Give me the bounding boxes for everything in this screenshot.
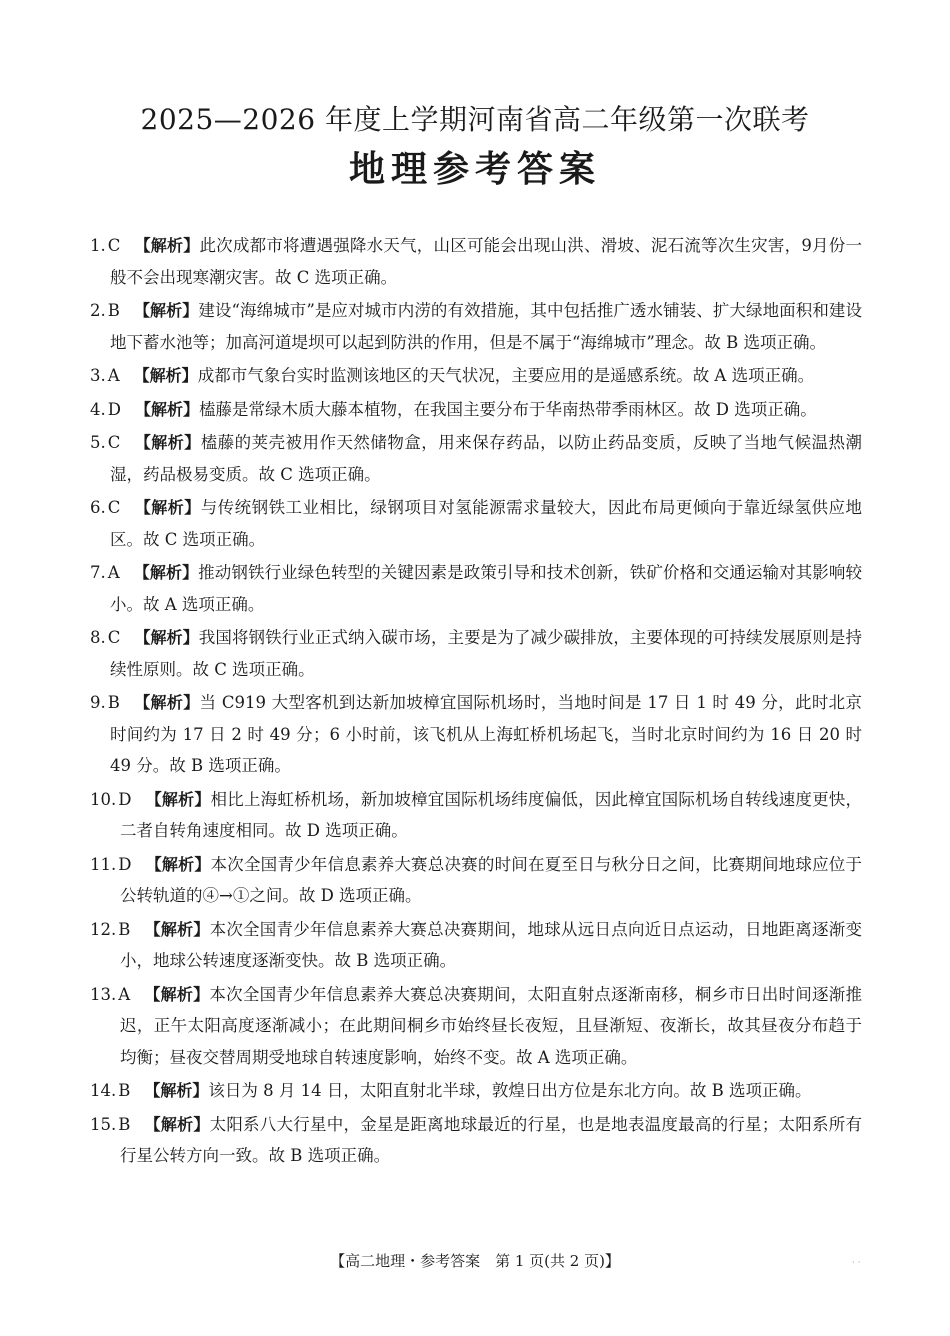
answer-item [90, 622, 862, 685]
answer-option: C [107, 628, 121, 647]
question-number: 15. [90, 1114, 117, 1134]
answer-lead [90, 790, 211, 809]
answer-item [90, 1109, 862, 1172]
answer-item [90, 784, 862, 847]
analysis-text: 此次成都市将遭遇强降水天气，山区可能会出现山洪、滑坡、泥石流等次生灾害，9月份一般不会出现寒潮灾害。故 C 选项正确。 [110, 236, 862, 287]
analysis-text: 我国将钢铁行业正式纳入碳市场，主要是为了减少碳排放，主要体现的可持续发展原则是持续性原则。故 C 选项正确。 [110, 628, 862, 679]
answer-lead [90, 236, 199, 255]
answer-item [90, 230, 862, 293]
answer-lead [90, 563, 198, 582]
question-number: 1. [90, 236, 106, 255]
question-number: 2. [90, 301, 106, 320]
answer-option: B [118, 1114, 131, 1134]
analysis-text: 本次全国青少年信息素养大赛总决赛的时间在夏至日与秋分日之间，比赛期间地球应位于公转轨道的④→①之间。故 D 选项正确。 [120, 854, 862, 905]
answer-item [90, 557, 862, 620]
analysis-text: 当 C919 大型客机到达新加坡樟宜国际机场时，当地时间是 17 日 1 时 49 分，此时北京时间约为 17 日 2 时 49 分；6 小时前，该飞机从上海虹桥机场起飞，当时北京时间约为 16 日 20 时 49 分。故 B 选项正确。 [110, 693, 862, 775]
answer-option: D [118, 854, 132, 874]
answer-option: B [107, 693, 120, 712]
answer-option: C [107, 236, 121, 255]
answer-option: B [107, 301, 120, 320]
question-number: 7. [90, 563, 106, 582]
question-number: 5. [90, 433, 106, 452]
analysis-text: 成都市气象台实时监测该地区的天气状况，主要应用的是遥感系统。故 A 选项正确。 [197, 366, 815, 385]
answer-option: C [107, 498, 121, 517]
answer-lead [90, 693, 200, 712]
analysis-text: 本次全国青少年信息素养大赛总决赛期间，太阳直射点逐渐南移，桐乡市日出时间逐渐推迟，正午太阳高度逐渐减小；在此期间桐乡市始终昼长夜短，且昼渐短、夜渐长，故其昼夜分布趋于均衡；昼夜交替周期受地球自转速度影响，始终不变。故 A 选项正确。 [120, 984, 862, 1067]
question-number: 4. [90, 399, 106, 419]
answer-lead [90, 400, 199, 419]
question-number: 3. [90, 366, 106, 385]
analysis-text: 榼藤的荚壳被用作天然储物盒，用来保存药品，以防止药品变质，反映了当地气候温热潮湿，药品极易变质。故 C 选项正确。 [110, 433, 862, 484]
answer-lead [90, 433, 201, 452]
answer-option: C [107, 433, 121, 452]
analysis-text: 太阳系八大行星中，金星是距离地球最近的行星，也是地表温度最高的行星；太阳系所有行星公转方向一致。故 B 选项正确。 [120, 1114, 862, 1165]
question-number: 13. [90, 984, 117, 1004]
answer-lead [90, 498, 201, 517]
analysis-text: 推动钢铁行业绿色转型的关键因素是政策引导和技术创新，铁矿价格和交通运输对其影响较小。故 A 选项正确。 [110, 563, 862, 614]
answer-item [90, 1075, 862, 1107]
analysis-tag: 【解析】 [133, 366, 198, 385]
question-number: 9. [90, 693, 106, 712]
answer-lead [90, 985, 209, 1004]
analysis-text: 本次全国青少年信息素养大赛总决赛期间，地球从远日点向近日点运动，日地距离逐渐变小，地球公转速度逐渐变快。故 B 选项正确。 [120, 919, 862, 970]
analysis-tag: 【解析】 [144, 1081, 209, 1100]
answer-lead [90, 301, 198, 320]
analysis-tag: 【解析】 [134, 498, 201, 517]
answer-lead [90, 628, 199, 647]
analysis-tag: 【解析】 [134, 236, 200, 255]
answer-item [90, 394, 862, 426]
analysis-tag: 【解析】 [144, 919, 210, 939]
answer-option: A [107, 563, 120, 582]
answer-option: B [118, 919, 131, 939]
answer-item [90, 492, 862, 555]
question-number: 6. [90, 498, 106, 517]
question-number: 12. [90, 919, 117, 939]
answer-option: B [118, 1081, 131, 1100]
scan-mark: · · [852, 1258, 861, 1268]
answer-item [90, 849, 862, 912]
analysis-tag: 【解析】 [134, 433, 201, 452]
analysis-tag: 【解析】 [134, 628, 199, 647]
answer-item [90, 360, 862, 392]
question-number: 14. [90, 1081, 117, 1100]
analysis-tag: 【解析】 [144, 984, 210, 1004]
page-title: 地理参考答案 [348, 149, 601, 190]
answer-option: D [107, 399, 121, 419]
answer-option: D [118, 789, 132, 809]
answer-item [90, 295, 862, 358]
analysis-tag: 【解析】 [133, 563, 199, 582]
analysis-tag: 【解析】 [145, 789, 211, 809]
analysis-text: 榼藤是常绿木质大藤本植物，在我国主要分布于华南热带季雨林区。故 D 选项正确。 [199, 399, 817, 419]
answer-lead [90, 1115, 210, 1134]
answer-item [90, 914, 862, 977]
analysis-text: 相比上海虹桥机场，新加坡樟宜国际机场纬度偏低，因此樟宜国际机场自转线速度更快，二者自转角速度相同。故 D 选项正确。 [120, 789, 862, 840]
answer-option: A [107, 366, 120, 385]
question-number: 8. [90, 628, 106, 647]
analysis-tag: 【解析】 [134, 399, 199, 419]
analysis-text: 该日为 8 月 14 日，太阳直射北半球，敦煌日出方位是东北方向。故 B 选项正确。 [208, 1081, 812, 1100]
answer-item [90, 979, 862, 1074]
analysis-text: 与传统钢铁工业相比，绿钢项目对氢能源需求量较大，因此布局更倾向于靠近绿氢供应地区。故 C 选项正确。 [110, 498, 862, 549]
answer-lead [90, 366, 198, 385]
answer-item [90, 687, 862, 782]
page-footer: 【高二地理・参考答案 第 1 页(共 2 页)】 [330, 1252, 620, 1270]
analysis-text: 建设“海绵城市”是应对城市内涝的有效措施，其中包括推广透水铺装、扩大绿地面积和建设地下蓄水池等；加高河道堤坝可以起到防洪的作用，但是不属于“海绵城市”理念。故 B 选项正确。 [110, 301, 862, 352]
answer-lead [90, 855, 211, 874]
exam-title: 2025—2026 年度上学期河南省高二年级第一次联考 [140, 103, 810, 136]
answer-lead [90, 1081, 208, 1100]
analysis-tag: 【解析】 [145, 854, 211, 874]
answer-list [90, 230, 862, 1174]
analysis-tag: 【解析】 [133, 301, 199, 320]
question-number: 11. [90, 854, 117, 874]
question-number: 10. [90, 789, 117, 809]
answer-lead [90, 920, 210, 939]
answer-option: A [118, 984, 131, 1004]
analysis-tag: 【解析】 [144, 1114, 210, 1134]
answer-item [90, 427, 862, 490]
analysis-tag: 【解析】 [133, 693, 200, 712]
